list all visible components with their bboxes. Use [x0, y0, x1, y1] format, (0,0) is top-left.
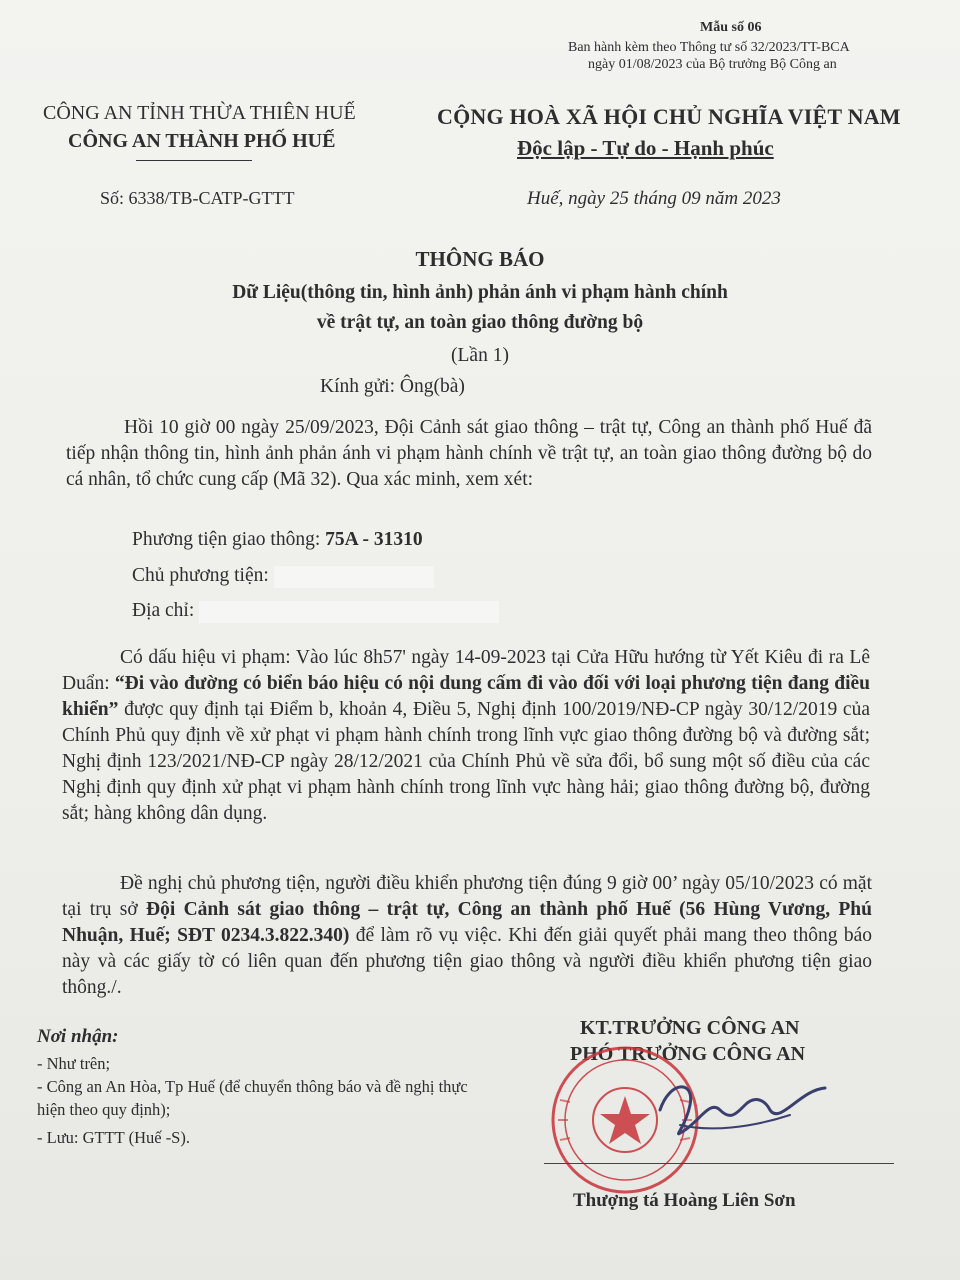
document-subtitle-line-1: Dữ Liệu(thông tin, hình ảnh) phản ánh vi phạm hành chính — [232, 282, 728, 303]
national-title: CỘNG HOÀ XÃ HỘI CHỦ NGHĨA VIỆT NAM — [437, 104, 901, 129]
vehicle-field — [132, 529, 423, 551]
violation-description: “Đi vào đường có biển báo hiệu có nội dung cấm đi vào đối với loại phương tiện đang điều khiển” — [62, 673, 870, 720]
summons-intro: Đề nghị chủ phương tiện, người điều khiển phương tiện đúng 9 giờ 00’ ngày 05/10/2023 có mặt tại trụ sở — [62, 873, 872, 920]
owner-redacted — [274, 566, 434, 588]
notice-count: (Lần 1) — [451, 345, 509, 366]
handwritten-signature — [640, 1070, 830, 1150]
national-motto: Độc lập - Tự do - Hạnh phúc — [517, 136, 774, 160]
document-date: Huế, ngày 25 tháng 09 năm 2023 — [527, 188, 781, 209]
summons-location: Đội Cảnh sát giao thông – trật tự, Công an thành phố Huế (56 Hùng Vương, Phú Nhuận, Huế; SĐT 0234.3.822.340) — [62, 899, 872, 946]
signer-name: Thượng tá Hoàng Liên Sơn — [573, 1190, 796, 1211]
addressee: Kính gửi: Ông(bà) — [320, 376, 465, 397]
owner-label: Chủ phương tiện: — [132, 565, 269, 586]
form-number: Mẫu số 06 — [700, 20, 762, 35]
address-label: Địa chỉ: — [132, 600, 195, 621]
body-paragraph-1 — [66, 415, 872, 493]
vehicle-plate: 75A - 31310 — [325, 529, 423, 550]
document-subtitle-line-2: về trật tự, an toàn giao thông đường bộ — [316, 312, 644, 333]
signatory-position: PHÓ TRƯỞNG CÔNG AN — [570, 1043, 806, 1065]
form-issuance-line-2: ngày 01/08/2023 của Bộ trưởng Bộ Công an — [588, 57, 837, 72]
violation-intro: Có dấu hiệu vi phạm: Vào lúc 8h57' ngày 14-09-2023 tại Cửa Hữu hướng từ Yết Kiêu đi ra Lê Duẩn: — [62, 647, 870, 694]
form-issuance-line-1: Ban hành kèm theo Thông tư số 32/2023/TT-BCA — [568, 40, 850, 55]
signature-underline — [544, 1163, 894, 1164]
owner-field — [132, 565, 434, 588]
address-redacted — [199, 601, 499, 623]
document-title: THÔNG BÁO — [415, 247, 545, 271]
recipients-title: Nơi nhận: — [37, 1026, 119, 1047]
body-paragraph-2 — [62, 645, 870, 827]
recipient-item: - Lưu: GTTT (Huế -S). — [37, 1128, 190, 1147]
body-paragraph-3 — [62, 871, 872, 1001]
vehicle-label: Phương tiện giao thông: — [132, 529, 321, 550]
document-number: Số: 6338/TB-CATP-GTTT — [100, 188, 295, 208]
agency-underline — [136, 160, 252, 161]
summons-instructions: để làm rõ vụ việc. Khi đến giải quyết phải mang theo thông báo này và các giấy tờ có liên quan đến phương tiện giao thông và người điều khiển phương tiện giao thông./. — [62, 925, 872, 998]
recipient-item: - Như trên; — [37, 1054, 111, 1073]
body-paragraph-1-text: Hồi 10 giờ 00 ngày 25/09/2023, Đội Cảnh sát giao thông – trật tự, Công an thành phố Huế đã tiếp nhận thông tin, hình ảnh phản ánh vi phạm hành chính về trật tự, an toàn giao thông đường bộ do cá nhân, tổ chức cung cấp (Mã 32). Qua xác minh, xem xét: — [66, 417, 872, 490]
signatory-title: KT.TRƯỞNG CÔNG AN — [580, 1017, 800, 1039]
agency-parent: CÔNG AN TỈNH THỪA THIÊN HUẾ — [43, 102, 356, 124]
agency-name: CÔNG AN THÀNH PHỐ HUẾ — [68, 130, 336, 152]
violation-legal-basis: được quy định tại Điểm b, khoản 4, Điều 5, Nghị định 100/2019/NĐ-CP ngày 30/12/2019 của Chính Phủ quy định về xử phạt vi phạm hành chính trong lĩnh vực giao thông đường bộ và đường sắt; Nghị định 123/2021/NĐ-CP ngày 28/12/2021 của Chính Phủ về sửa đổi, bổ sung một số điều của các Nghị định quy định xử phạt vi phạm hành chính trong lĩnh vực hàng hải; giao thông đường bộ, đường sắt; hàng không dân dụng. — [62, 699, 870, 824]
address-field — [132, 600, 499, 623]
recipient-item: - Công an An Hòa, Tp Huế (để chuyển thông báo và đề nghị thực hiện theo quy định); — [37, 1077, 468, 1119]
